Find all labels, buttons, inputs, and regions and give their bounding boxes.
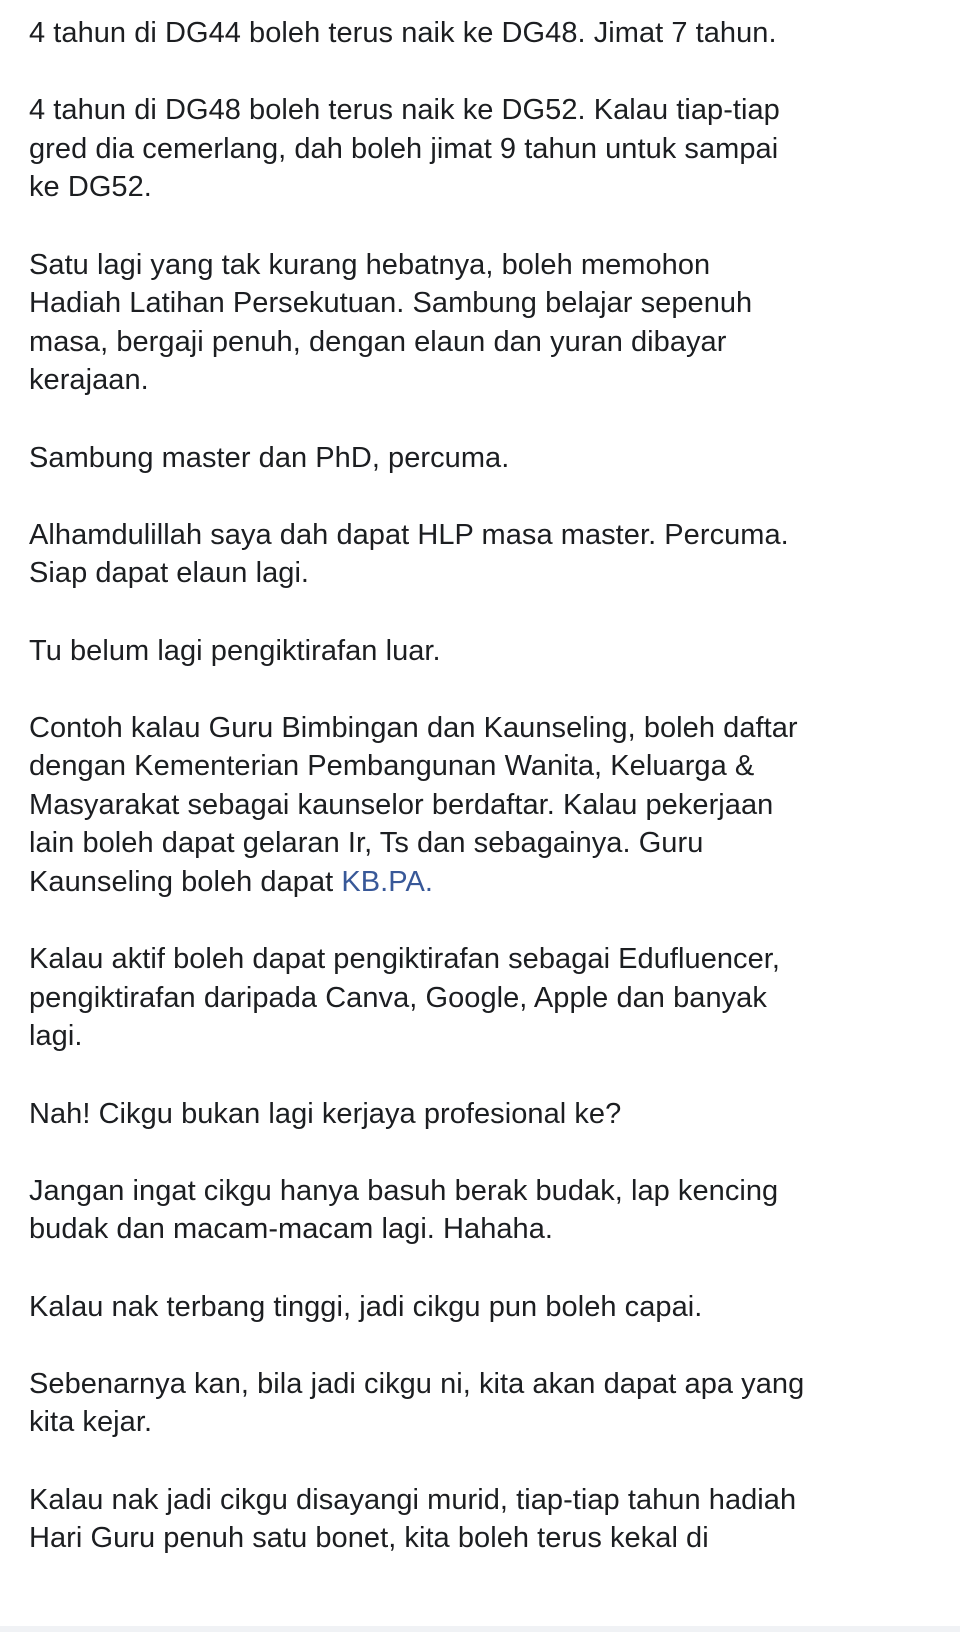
bottom-edge-divider: [0, 1626, 960, 1632]
text-line: pengiktirafan daripada Canva, Google, Apple dan banyak: [29, 981, 767, 1014]
text-line: Sebenarnya kan, bila jadi cikgu ni, kita akan dapat apa yang: [29, 1367, 805, 1400]
paragraph-2: [29, 91, 944, 207]
paragraph-1: [29, 14, 944, 53]
text-line: [29, 863, 944, 902]
text-line: Nah! Cikgu bukan lagi kerjaya profesional ke?: [29, 1097, 622, 1130]
paragraph-8: [29, 940, 944, 1056]
paragraph-10: [29, 1172, 944, 1249]
text-line: Hari Guru penuh satu bonet, kita boleh terus kekal di: [29, 1522, 709, 1555]
text-line: kerajaan.: [29, 364, 149, 397]
text-line: lain boleh dapat gelaran Ir, Ts dan sebagainya. Guru: [29, 827, 704, 860]
text-fragment: Kaunseling boleh dapat: [29, 866, 342, 899]
paragraph-3: [29, 246, 944, 400]
text-line: gred dia cemerlang, dah boleh jimat 9 tahun untuk sampai: [29, 132, 779, 165]
text-line: 4 tahun di DG48 boleh terus naik ke DG52. Kalau tiap-tiap: [29, 94, 780, 127]
text-line: kita kejar.: [29, 1406, 153, 1439]
text-line: Sambung master dan PhD, percuma.: [29, 441, 510, 474]
text-line: Kalau nak jadi cikgu disayangi murid, tiap-tiap tahun hadiah: [29, 1483, 797, 1516]
text-line: Tu belum lagi pengiktirafan luar.: [29, 634, 441, 667]
paragraph-11: [29, 1288, 944, 1327]
paragraph-9: [29, 1095, 944, 1134]
post-body: [29, 14, 944, 1596]
paragraph-13: [29, 1481, 944, 1558]
text-line: Masyarakat sebagai kaunselor berdaftar. Kalau pekerjaan: [29, 788, 774, 821]
paragraph-6: [29, 632, 944, 671]
text-line: masa, bergaji penuh, dengan elaun dan yuran dibayar: [29, 325, 727, 358]
text-line: Hadiah Latihan Persekutuan. Sambung belajar sepenuh: [29, 287, 753, 320]
paragraph-4: [29, 439, 944, 478]
text-line: dengan Kementerian Pembangunan Wanita, Keluarga &: [29, 750, 755, 783]
paragraph-7: [29, 709, 944, 902]
text-line: Siap dapat elaun lagi.: [29, 557, 310, 590]
text-line: Contoh kalau Guru Bimbingan dan Kaunseling, boleh daftar: [29, 711, 798, 744]
text-line: ke DG52.: [29, 171, 152, 204]
text-line: Jangan ingat cikgu hanya basuh berak budak, lap kencing: [29, 1174, 779, 1207]
text-line: Kalau nak terbang tinggi, jadi cikgu pun boleh capai.: [29, 1290, 703, 1323]
text-line: Satu lagi yang tak kurang hebatnya, boleh memohon: [29, 248, 711, 281]
text-line: Alhamdulillah saya dah dapat HLP masa master. Percuma.: [29, 518, 789, 551]
text-line: Kalau aktif boleh dapat pengiktirafan sebagai Edufluencer,: [29, 943, 780, 976]
text-line: lagi.: [29, 1020, 83, 1053]
paragraph-5: [29, 516, 944, 593]
text-line: 4 tahun di DG44 boleh terus naik ke DG48. Jimat 7 tahun.: [29, 17, 777, 49]
text-line: budak dan macam-macam lagi. Hahaha.: [29, 1213, 554, 1246]
paragraph-12: [29, 1365, 944, 1442]
kbpa-link[interactable]: KB.PA.: [341, 866, 433, 899]
